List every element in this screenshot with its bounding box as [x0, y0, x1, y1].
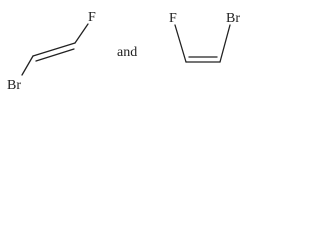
atom-f-label: F — [169, 11, 177, 26]
atom-br-label: Br — [226, 11, 240, 26]
atom-f-label: F — [88, 10, 96, 25]
cis-difluoro-bromo-alkene — [169, 11, 240, 62]
double-bond-inner — [36, 49, 74, 61]
structures-diagram — [0, 0, 254, 103]
trans-difluoro-bromo-alkene — [7, 10, 96, 93]
bond-c2-f — [75, 24, 88, 43]
conjunction-text: and — [117, 45, 138, 60]
atom-br-label: Br — [7, 78, 21, 93]
bond-c1-br — [22, 56, 33, 75]
double-bond-main — [33, 43, 75, 56]
bond-c2-br — [220, 25, 230, 62]
bond-c1-f — [175, 25, 186, 62]
